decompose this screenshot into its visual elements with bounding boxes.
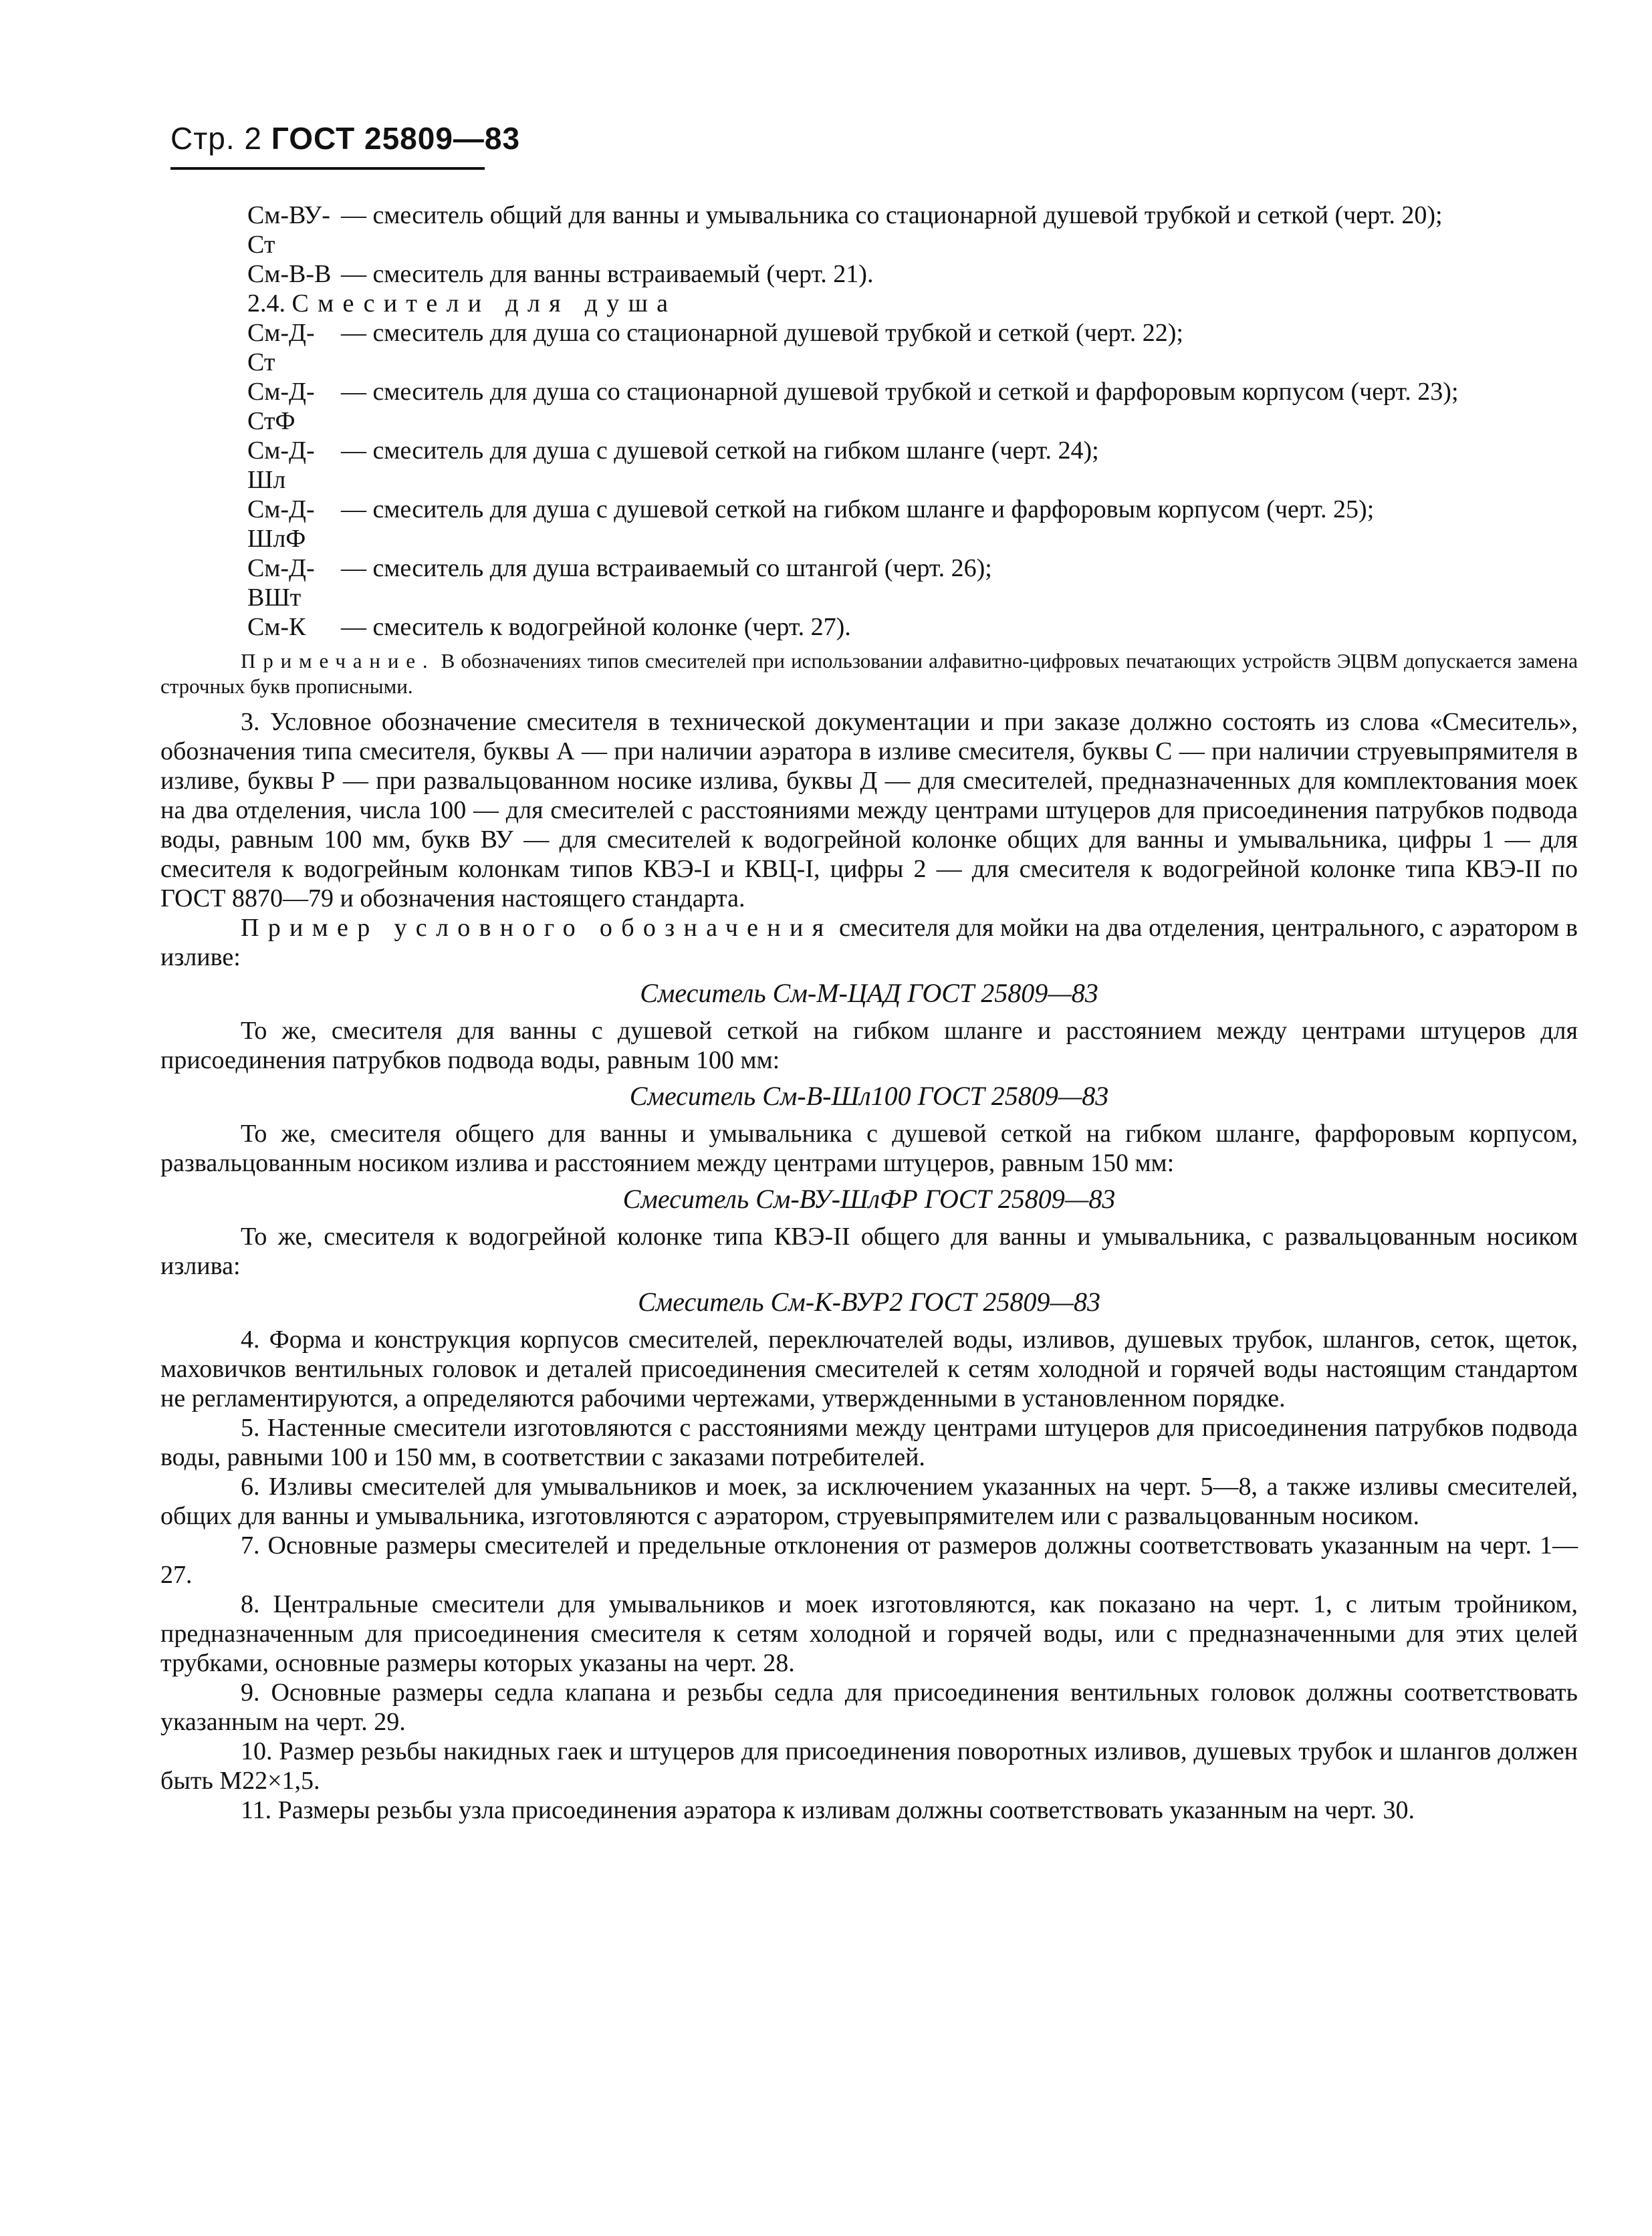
example-intro-text: смесителя для мойки на два отделения, центрального, с аэратором в изливе: xyxy=(160,914,1578,971)
type-desc: — смеситель для душа с душевой сеткой на гибком шланге (черт. 24); xyxy=(341,437,1099,465)
type-desc: — смеситель для душа со стационарной душевой трубкой и сеткой и фарфоровым корпусом (черт. 23); xyxy=(341,378,1459,406)
page-number: Стр. 2 xyxy=(170,121,263,156)
section-heading xyxy=(160,289,1578,318)
document-body xyxy=(160,201,1578,1825)
example-intro xyxy=(160,913,1578,972)
example-designation: Смеситель См-В-Шл100 ГОСТ 25809—83 xyxy=(629,1081,1109,1111)
note xyxy=(160,648,1578,699)
paragraph-8: 8. Центральные смесители для умывальников и моек изготовляются, как показано на черт. 1, с литым тройником, предназначенным для присоединения смесителя к сетям холодной и горячей воды, или с предназначенными для этих целей трубками, основные размеры которых указаны на черт. 28. xyxy=(160,1590,1578,1677)
type-desc: — смеситель для ванны встраиваемый (черт. 21). xyxy=(341,260,874,288)
type-code: См-Д-Шл xyxy=(247,437,315,494)
type-desc: — смеситель для душа с душевой сеткой на гибком шланге и фарфоровым корпусом (черт. 25); xyxy=(341,495,1375,523)
type-code: См-В-В xyxy=(247,260,332,288)
type-desc: — смеситель для душа со стационарной душевой трубкой и сеткой (черт. 22); xyxy=(341,319,1183,347)
header-rule xyxy=(170,167,485,170)
example-intro-text: То же, смесителя общего для ванны и умывальника с душевой сеткой на гибком шланге, фарфоровым корпусом, развальцованным носиком излива и расстоянием между центрами штуцеров, равным 150 мм: xyxy=(160,1120,1578,1177)
type-code: См-Д-СтФ xyxy=(247,378,315,435)
section-title: Смесители для душа xyxy=(291,289,677,318)
type-code: См-Д-Ст xyxy=(247,319,315,376)
type-row xyxy=(160,201,1578,259)
type-code: См-Д-ВШт xyxy=(247,554,315,612)
paragraph-4: 4. Форма и конструкция корпусов смесителей, переключателей воды, изливов, душевых трубок, шлангов, сеток, щеток, маховичков вентильных головок и деталей присоединения смесителей к сетям холодной и горячей воды настоящим стандартом не регламентируются, а определяются рабочими чертежами, утвержденными в установленном порядке. xyxy=(160,1326,1578,1412)
type-desc: — смеситель общий для ванны и умывальника со стационарной душевой трубкой и сеткой (черт. 20); xyxy=(341,201,1443,229)
type-row xyxy=(160,318,1578,377)
paragraph-7: 7. Основные размеры смесителей и предельные отклонения от размеров должны соответствовать указанным на черт. 1—27. xyxy=(160,1531,1578,1589)
section-number: 2.4. xyxy=(247,289,285,318)
paragraph-10: 10. Размер резьбы накидных гаек и штуцеров для присоединения поворотных изливов, душевых трубок и шлангов должен быть М22×1,5. xyxy=(160,1737,1578,1795)
type-row xyxy=(160,259,1578,289)
type-row xyxy=(160,377,1578,436)
type-code: См-Д-ШлФ xyxy=(247,495,315,553)
paragraph-3: 3. Условное обозначение смесителя в технической документации и при заказе должно состоять из слова «Смеситель», обозначения типа смесителя, буквы А — при наличии аэратора в изливе смесителя, буквы С — при наличии струевыпрямителя в изливе, буквы Р — при развальцованном носике излива, буквы Д — для смесителей, предназначенных для комплектования моек на два отделения, числа 100 — для смесителей с расстояниями между центрами штуцеров для присоединения патрубков подвода воды, равным 100 мм, букв ВУ — для смесителей к водогрейной колонке общих для ванны и умывальника, цифры 1 — для смесителя к водогрейным колонкам типов КВЭ-I и КВЦ-I, цифры 2 — для смесителя к водогрейной колонке типа КВЭ-II по ГОСТ 8870—79 и обозначения настоящего стандарта. xyxy=(160,708,1578,912)
example-designation: Смеситель См-М-ЦАД ГОСТ 25809—83 xyxy=(640,978,1098,1008)
note-label: Примечание. xyxy=(241,649,435,672)
type-row xyxy=(160,553,1578,612)
type-row xyxy=(160,495,1578,553)
paragraph-11: 11. Размеры резьбы узла присоединения аэратора к изливам должны соответствовать указанным на черт. 30. xyxy=(241,1796,1415,1824)
paragraph-6: 6. Изливы смесителей для умывальников и моек, за исключением указанных на черт. 5—8, а также изливы смесителей, общих для ванны и умывальника, изготовляются с аэратором, струевыпрямителем или с развальцованным носиком. xyxy=(160,1473,1578,1530)
example-designation: Смеситель См-ВУ-ШлФР ГОСТ 25809—83 xyxy=(622,1184,1116,1214)
note-text: В обозначениях типов смесителей при использовании алфавитно-цифровых печатающих устройств ЭЦВМ допускается замена строчных букв прописными. xyxy=(160,649,1578,698)
page-header xyxy=(170,120,520,156)
type-code: См-ВУ-Ст xyxy=(247,201,330,259)
type-row xyxy=(160,436,1578,495)
paragraph-5: 5. Настенные смесители изготовляются с расстояниями между центрами штуцеров для присоединения патрубков подвода воды, равными 100 и 150 мм, в соответствии с заказами потребителей. xyxy=(160,1414,1578,1471)
standard-title: ГОСТ 25809—83 xyxy=(271,121,521,156)
type-code: См-К xyxy=(247,613,306,641)
example-intro-text: То же, смесителя к водогрейной колонке типа КВЭ-II общего для ванны и умывальника, с развальцованным носиком излива: xyxy=(160,1223,1578,1280)
example-designation: Смеситель См-К-ВУР2 ГОСТ 25809—83 xyxy=(638,1287,1100,1317)
type-desc: — смеситель к водогрейной колонке (черт. 27). xyxy=(341,613,851,641)
example-intro-text: То же, смесителя для ванны с душевой сеткой на гибком шланге и расстоянием между центрами штуцеров для присоединения патрубков подвода воды, равным 100 мм: xyxy=(160,1017,1578,1074)
type-row xyxy=(160,612,1578,642)
paragraph-9: 9. Основные размеры седла клапана и резьбы седла для присоединения вентильных головок должны соответствовать указанным на черт. 29. xyxy=(160,1679,1578,1736)
example-label: Пример условного обозначения xyxy=(241,914,833,942)
type-desc: — смеситель для душа встраиваемый со штангой (черт. 26); xyxy=(341,554,992,582)
